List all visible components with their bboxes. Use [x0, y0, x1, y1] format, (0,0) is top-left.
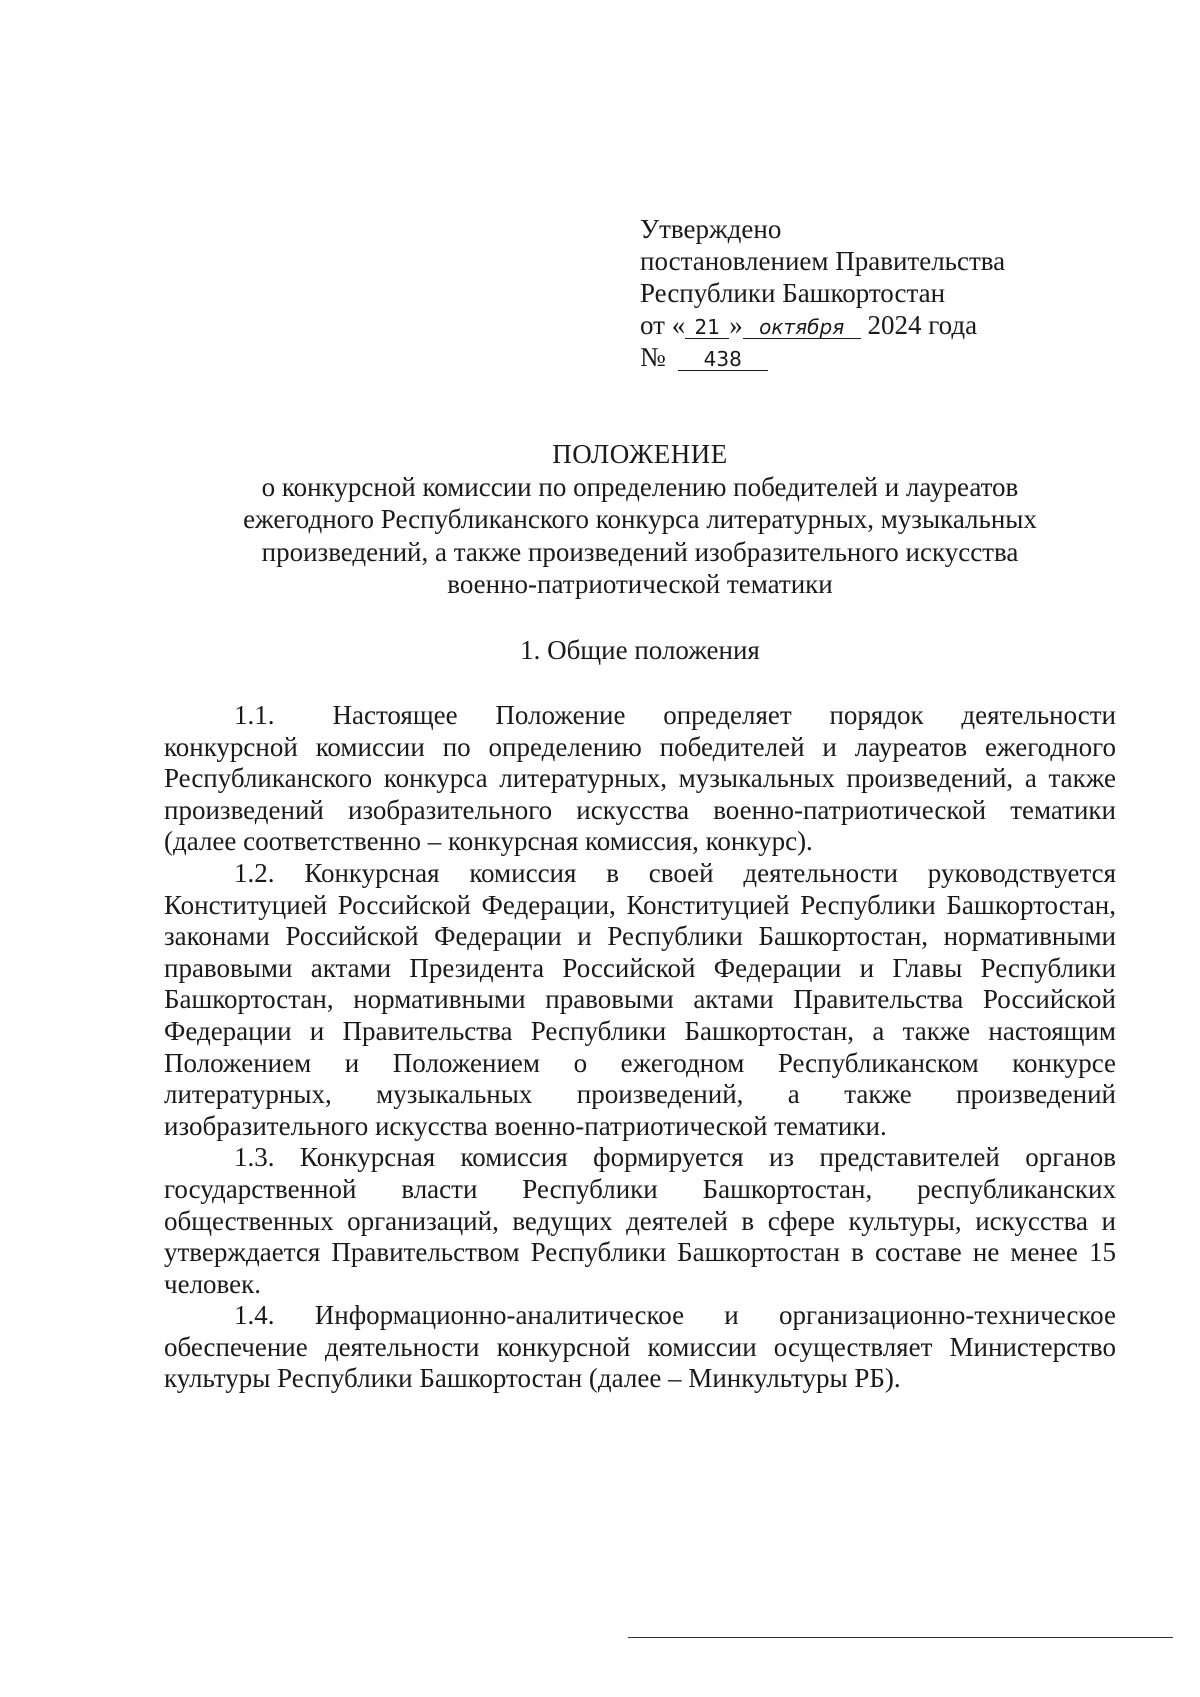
- document-subtitle-line-1: о конкурсной комиссии по определению победителей и лауреатов: [261, 471, 1019, 502]
- paragraph-1-1: [164, 700, 1116, 858]
- document-title-block: [160, 438, 1120, 601]
- approval-stamp: [640, 213, 1005, 373]
- number-label: №: [640, 342, 666, 372]
- document-body: [164, 700, 1116, 1395]
- document-title: ПОЛОЖЕНИЕ: [552, 439, 728, 469]
- approval-line-republic: Республики Башкортостан: [640, 278, 946, 308]
- paragraph-1-2: 1.2. Конкурсная комиссия в своей деятельности руководствуется Конституцией Российской Федерации, Конституцией Республики Башкортостан, законами Российской Федерации и Республики Башкортостан, нормативными правовыми актами Президента Российской Федерации и Главы Республики Башкортостан, нормативными правовыми актами Правительства Российской Федерации и Правительства Республики Башкортостан, а также настоящим Положением и Положением о ежегодном Республиканском конкурсе литературных, музыкальных произведений, а также произведений изобразительного искусства военно-патриотической тематики.: [164, 857, 1116, 1141]
- date-month: октября: [743, 316, 861, 339]
- date-mid: »: [729, 310, 743, 340]
- paragraph-1-4: 1.4. Информационно-аналитическое и организационно-техническое обеспечение деятельности конкурсной комиссии осуществляет Министерство культуры Республики Башкортостан (далее – Минкультуры РБ).: [164, 1300, 1116, 1394]
- date-prefix: от «: [640, 310, 686, 340]
- paragraph-1-3: 1.3. Конкурсная комиссия формируется из представителей органов государственной власти Республики Башкортостан, республиканских общественных организаций, ведущих деятелей в сфере культуры, искусства и утверждается Правительством Республики Башкортостан в составе не менее 15 человек.: [164, 1142, 1116, 1299]
- date-year: 2024 года: [867, 310, 978, 340]
- footer-separator: [628, 1637, 1173, 1638]
- approval-number-line: [640, 341, 1005, 373]
- approval-date-line: [640, 309, 1005, 341]
- date-day: 21: [685, 316, 729, 339]
- document-subtitle-line-4: военно-патриотической тематики: [447, 569, 833, 599]
- approval-line-resolution: постановлением Правительства: [640, 246, 1006, 276]
- document-subtitle-line-3: произведений, а также произведений изобразительного искусства: [261, 536, 1019, 567]
- paragraph-1-1-text: Настоящее Положение определяет порядок деятельности конкурсной комиссии по определению победителей и лауреатов ежегодного Республиканского конкурса литературных, музыкальных произведений, а также произведений изобразительного искусства военно-патриотической тематики (далее соответственно – конкурсная комиссия, конкурс).: [164, 700, 1116, 857]
- paragraph-1-1-number: 1.1.: [234, 700, 275, 730]
- document-subtitle-line-2: ежегодного Республиканского конкурса литературных, музыкальных: [243, 504, 1037, 534]
- approval-line-approved: Утверждено: [640, 214, 782, 244]
- section-heading: 1. Общие положения: [520, 635, 760, 665]
- number-value: 438: [678, 348, 768, 371]
